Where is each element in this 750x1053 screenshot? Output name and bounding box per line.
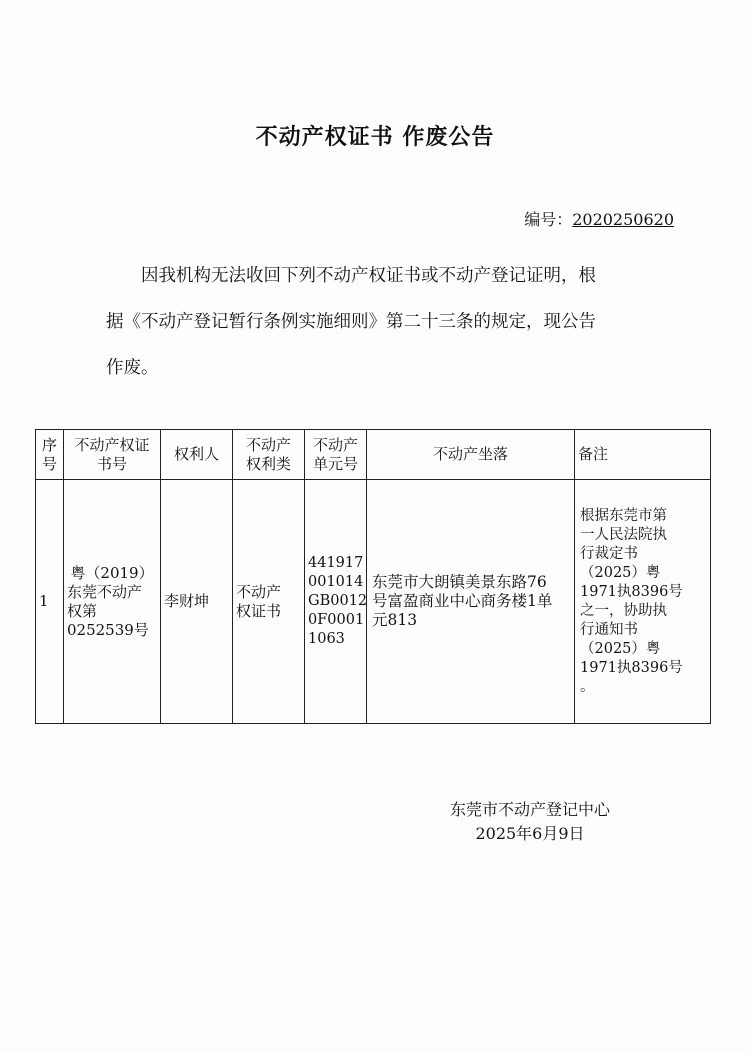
header-right-type: 不动产 权利类: [233, 430, 305, 480]
document-number-value: 2020250620: [572, 210, 674, 229]
table-row: [36, 480, 711, 724]
issue-date: 2025年6月9日: [475, 824, 585, 843]
header-no: 序 号: [36, 430, 64, 480]
certificate-table: [35, 429, 711, 724]
document-number-label: 编号：: [524, 210, 573, 229]
header-unit-number: 不动产 单元号: [305, 430, 367, 480]
cell-cert-number: 粤（2019） 东莞不动产 权第 0252539号: [64, 480, 161, 724]
header-cert-number: 不动产权证 书号: [64, 430, 161, 480]
notice-title: 不动产权证书 作废公告: [255, 125, 495, 150]
document-number: [524, 207, 674, 230]
cell-no: 1: [36, 480, 64, 724]
table-header-row: [36, 430, 711, 480]
issuing-organization: 东莞市不动产登记中心: [449, 800, 610, 819]
cell-location: 东莞市大朗镇美景东路76 号富盈商业中心商务楼1单 元813: [367, 480, 575, 724]
header-owner: 权利人: [161, 430, 233, 480]
cell-note: 根据东莞市第 一人民法院执 行裁定书 （2025）粤 1971执8396号 之一，协助执 行通知书 （2025）粤 1971执8396号 。: [575, 480, 711, 724]
body-line-1: 因我机构无法收回下列不动产权证书或不动产登记证明，根: [141, 266, 596, 286]
notice-body: [106, 253, 656, 391]
cell-owner: 李财坤: [161, 480, 233, 724]
header-note: 备注: [575, 430, 711, 480]
header-location: 不动产坐落: [367, 430, 575, 480]
body-line-2: 据《不动产登记暂行条例实施细则》第二十三条的规定，现公告: [106, 312, 596, 332]
body-line-3: 作废。: [106, 358, 159, 378]
signature-block: [430, 798, 630, 846]
cell-unit-number: 441917 001014 GB0012 0F0001 1063: [305, 480, 367, 724]
cell-right-type: 不动产 权证书: [233, 480, 305, 724]
